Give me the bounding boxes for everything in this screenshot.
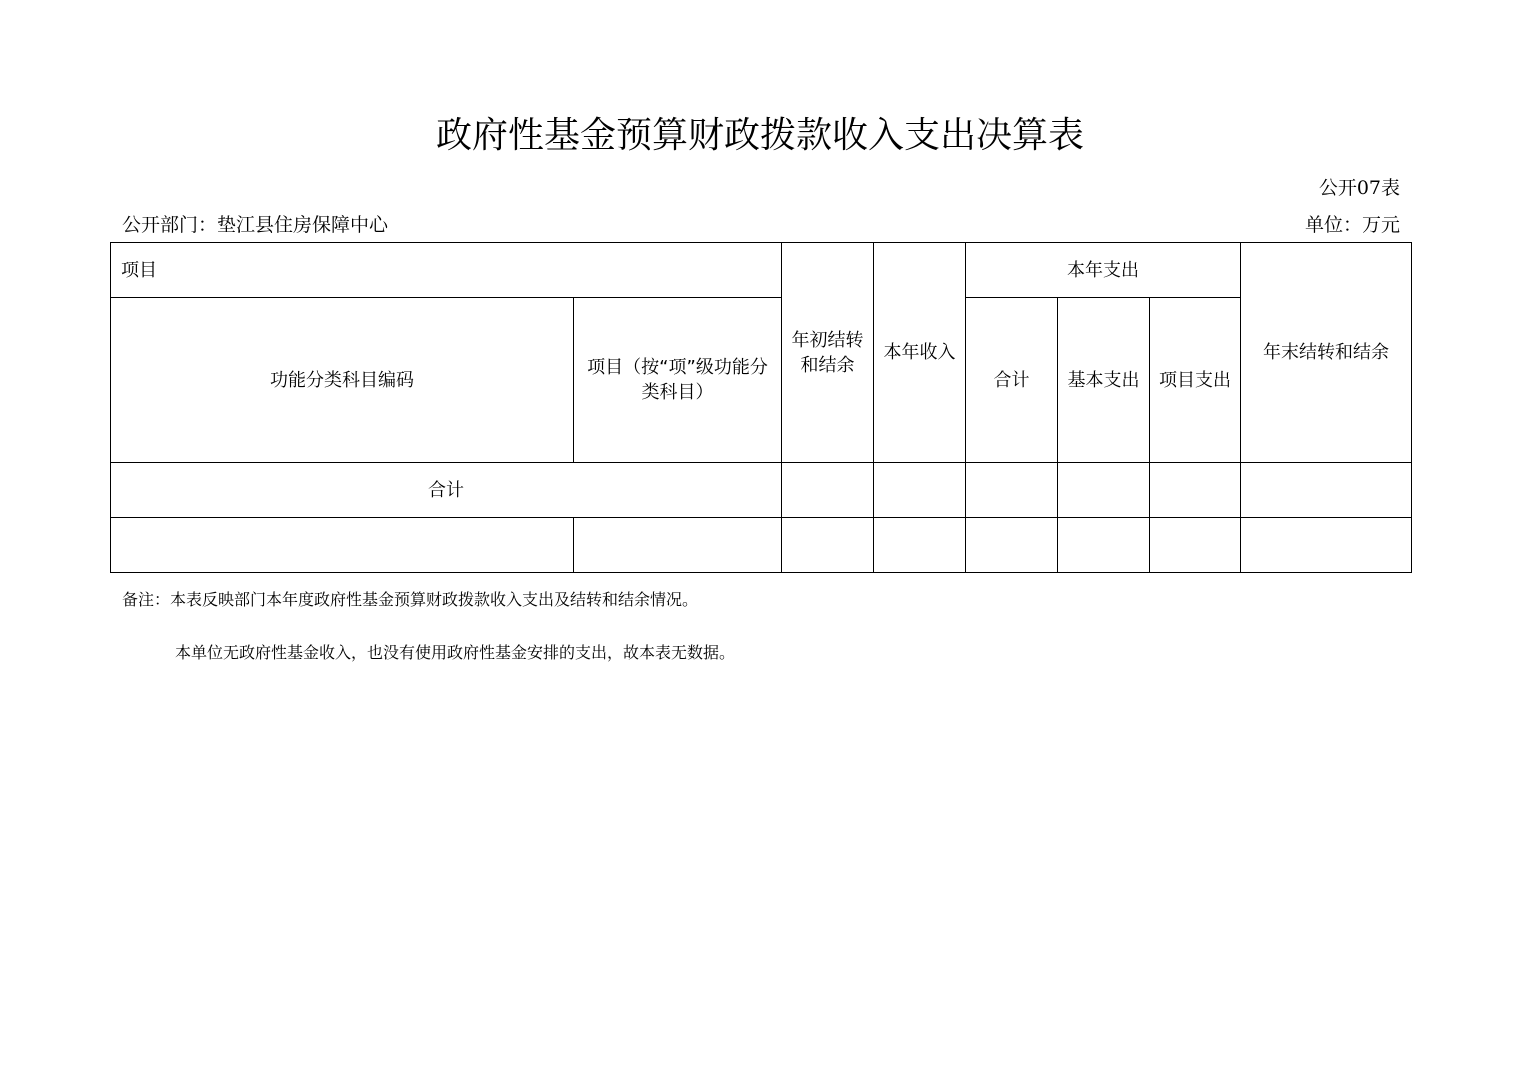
header-income: 本年收入: [874, 243, 966, 463]
header-item-name: 项目（按“项”级功能分类科目）: [574, 298, 782, 463]
header-func-code: 功能分类科目编码: [111, 298, 574, 463]
total-expense-total: [966, 463, 1058, 518]
header-expense-project: 项目支出: [1150, 298, 1241, 463]
total-begin-balance: [782, 463, 874, 518]
total-income: [874, 463, 966, 518]
row-end-balance: [1241, 518, 1412, 573]
header-row-2: [111, 298, 1412, 463]
row-expense-project: [1150, 518, 1241, 573]
row-expense-basic: [1058, 518, 1150, 573]
row-income: [874, 518, 966, 573]
header-expense-total: 合计: [966, 298, 1058, 463]
unit-label: 单位：万元: [1304, 214, 1400, 236]
row-item-name: [574, 518, 782, 573]
header-expense-group: 本年支出: [966, 243, 1241, 298]
budget-table: [110, 242, 1412, 573]
header-begin-balance: 年初结转和结余: [782, 243, 874, 463]
header-expense-basic: 基本支出: [1058, 298, 1150, 463]
note-line-2: 本单位无政府性基金收入，也没有使用政府性基金安排的支出，故本表无数据。: [175, 643, 736, 662]
document-title: 政府性基金预算财政拨款收入支出决算表: [435, 115, 1084, 156]
row-func-code: [111, 518, 574, 573]
table-number: 公开07表: [1318, 177, 1400, 199]
header-item: 项目: [111, 243, 782, 298]
total-expense-project: [1150, 463, 1241, 518]
row-expense-total: [966, 518, 1058, 573]
total-end-balance: [1241, 463, 1412, 518]
total-row: [111, 463, 1412, 518]
note-line-1: 备注：本表反映部门本年度政府性基金预算财政拨款收入支出及结转和结余情况。: [122, 590, 699, 609]
total-label: 合计: [111, 463, 782, 518]
total-expense-basic: [1058, 463, 1150, 518]
table-row: [111, 518, 1412, 573]
header-row-1: [111, 243, 1412, 298]
department-label: 公开部门：垫江县住房保障中心: [122, 214, 389, 236]
row-begin-balance: [782, 518, 874, 573]
header-end-balance: 年末结转和结余: [1241, 243, 1412, 463]
